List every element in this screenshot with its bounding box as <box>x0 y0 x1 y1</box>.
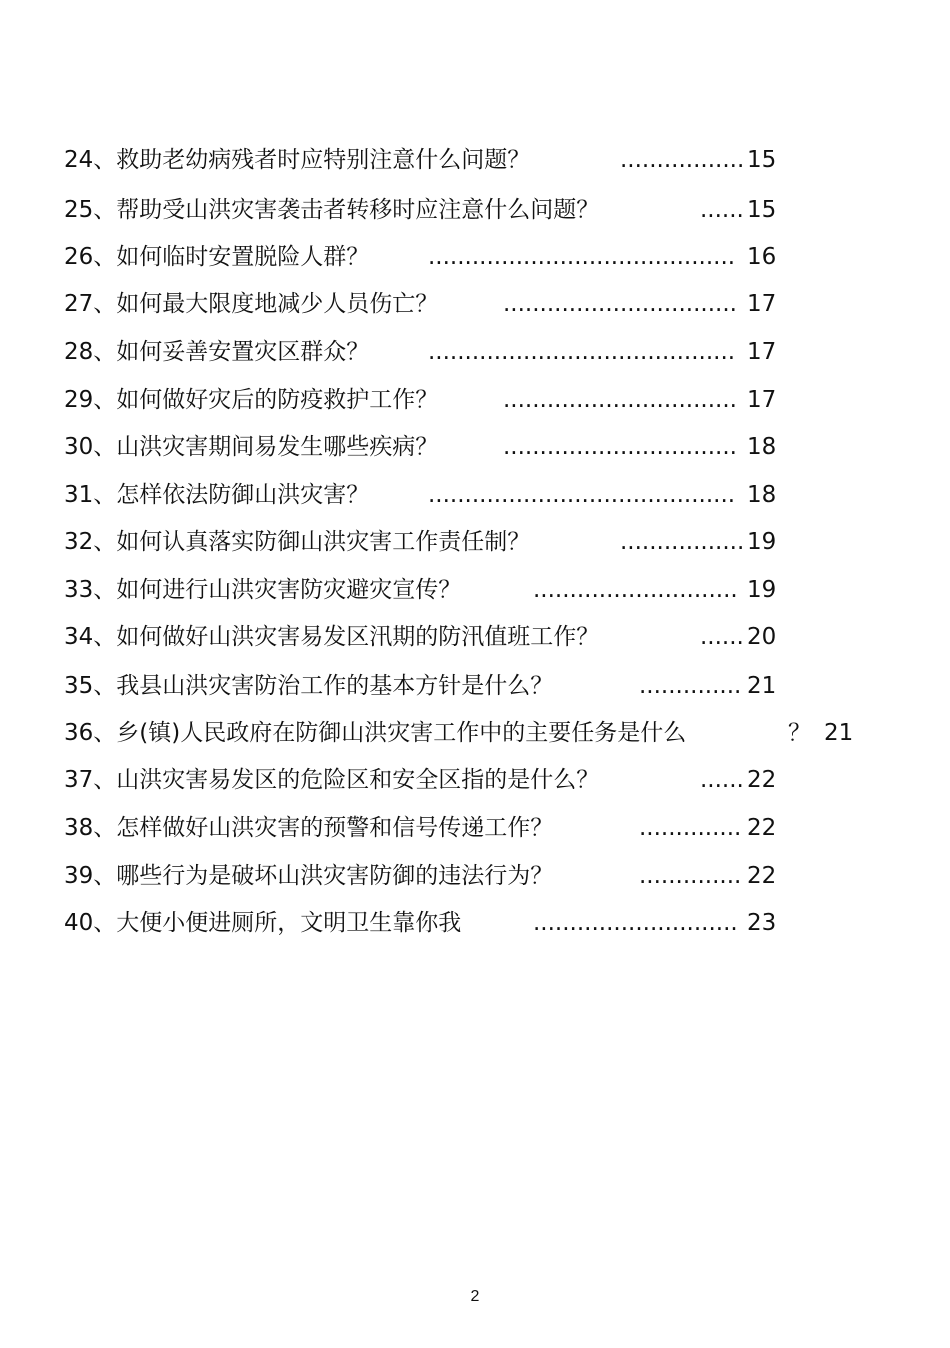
toc-entry-page: 19 <box>747 529 777 555</box>
toc-entry-leader: ...... <box>700 624 744 650</box>
toc-entry-page: 18 <box>747 482 777 508</box>
toc-entry-title: 30、山洪灾害期间易发生哪些疾病？ <box>64 434 439 460</box>
toc-entry-page: 17 <box>747 339 777 365</box>
toc-entry-page: 21 <box>824 720 854 746</box>
toc-entry[interactable] <box>0 570 950 610</box>
toc-entry-title: 37、山洪灾害易发区的危险区和安全区指的是什么？ <box>64 767 600 793</box>
toc-entry-title: 29、如何做好灾后的防疫救护工作？ <box>64 387 439 413</box>
toc-entry-leader: .......................................... <box>428 482 736 508</box>
toc-entry-title: 25、帮助受山洪灾害袭击者转移时应注意什么问题？ <box>64 197 600 223</box>
toc-entry-title: 34、如何做好山洪灾害易发区汛期的防汛值班工作？ <box>64 624 600 650</box>
toc-entry-leader: ............................ <box>533 577 738 603</box>
toc-entry-title: 32、如何认真落实防御山洪灾害工作责任制？ <box>64 529 531 555</box>
toc-entry-title: 38、怎样做好山洪灾害的预警和信号传递工作？ <box>64 815 554 841</box>
toc-entry-page: 23 <box>747 910 777 936</box>
toc-entry-title: 24、救助老幼病残者时应特别注意什么问题？ <box>64 147 531 173</box>
toc-entry[interactable] <box>0 427 950 467</box>
toc-entry-title: 31、怎样依法防御山洪灾害？ <box>64 482 370 508</box>
toc-entry-page: 19 <box>747 577 777 603</box>
toc-entry[interactable] <box>0 617 950 657</box>
toc-entry-page: 18 <box>747 434 777 460</box>
toc-entry-page: 15 <box>747 147 777 173</box>
toc-entry[interactable] <box>0 475 950 515</box>
toc-entry-page: 22 <box>747 863 777 889</box>
toc-entry[interactable] <box>0 666 950 706</box>
toc-entry[interactable] <box>0 760 950 800</box>
toc-entry[interactable] <box>0 284 950 324</box>
toc-entry[interactable] <box>0 713 950 753</box>
toc-entry[interactable] <box>0 856 950 896</box>
toc-entry-leader: ................................ <box>503 434 737 460</box>
toc-entry-leader: ...... <box>700 197 744 223</box>
toc-entry-title: 36、乡(镇)人民政府在防御山洪灾害工作中的主要任务是什么 <box>64 720 687 746</box>
toc-entry-title: 40、大便小便进厕所，文明卫生靠你我 <box>64 910 462 936</box>
toc-entry-page: 17 <box>747 291 777 317</box>
toc-entry[interactable] <box>0 808 950 848</box>
toc-entry-title: 39、哪些行为是破坏山洪灾害防御的违法行为？ <box>64 863 554 889</box>
toc-entry-title: 27、如何最大限度地减少人员伤亡？ <box>64 291 439 317</box>
toc-entry-title: 26、如何临时安置脱险人群？ <box>64 244 370 270</box>
toc-entry-leader: .............. <box>639 815 742 841</box>
toc-entry-leader: ................. <box>620 529 745 555</box>
toc-entry-title: 33、如何进行山洪灾害防灾避灾宣传？ <box>64 577 462 603</box>
page-number: 2 <box>470 1288 480 1305</box>
toc-entry[interactable] <box>0 903 950 943</box>
toc-entry-page: 22 <box>747 815 777 841</box>
toc-entry-leader: .............. <box>639 673 742 699</box>
toc-entry-leader: ...... <box>700 767 744 793</box>
toc-entry-page: 16 <box>747 244 777 270</box>
toc-entry-title: 35、我县山洪灾害防治工作的基本方针是什么？ <box>64 673 554 699</box>
toc-entry-leader: .......................................... <box>428 244 736 270</box>
toc-entry-leader: ................................ <box>503 291 737 317</box>
toc-entry-leader: ................................ <box>503 387 737 413</box>
toc-entry[interactable] <box>0 332 950 372</box>
toc-entry[interactable] <box>0 190 950 230</box>
toc-entry[interactable] <box>0 237 950 277</box>
toc-entry-page: 22 <box>747 767 777 793</box>
toc-entry-leader: ................. <box>620 147 745 173</box>
toc-entry[interactable] <box>0 140 950 180</box>
toc-entry-title: 28、如何妥善安置灾区群众？ <box>64 339 370 365</box>
toc-entry-leader: .......................................... <box>428 339 736 365</box>
toc-entry-page: 21 <box>747 673 777 699</box>
toc-entry[interactable] <box>0 522 950 562</box>
toc-entry-leader: ？ <box>788 720 811 746</box>
toc-entry-page: 15 <box>747 197 777 223</box>
toc-entry-leader: ............................ <box>533 910 738 936</box>
toc-entry-page: 17 <box>747 387 777 413</box>
toc-entry-leader: .............. <box>639 863 742 889</box>
toc-entry[interactable] <box>0 380 950 420</box>
toc-entry-page: 20 <box>747 624 777 650</box>
